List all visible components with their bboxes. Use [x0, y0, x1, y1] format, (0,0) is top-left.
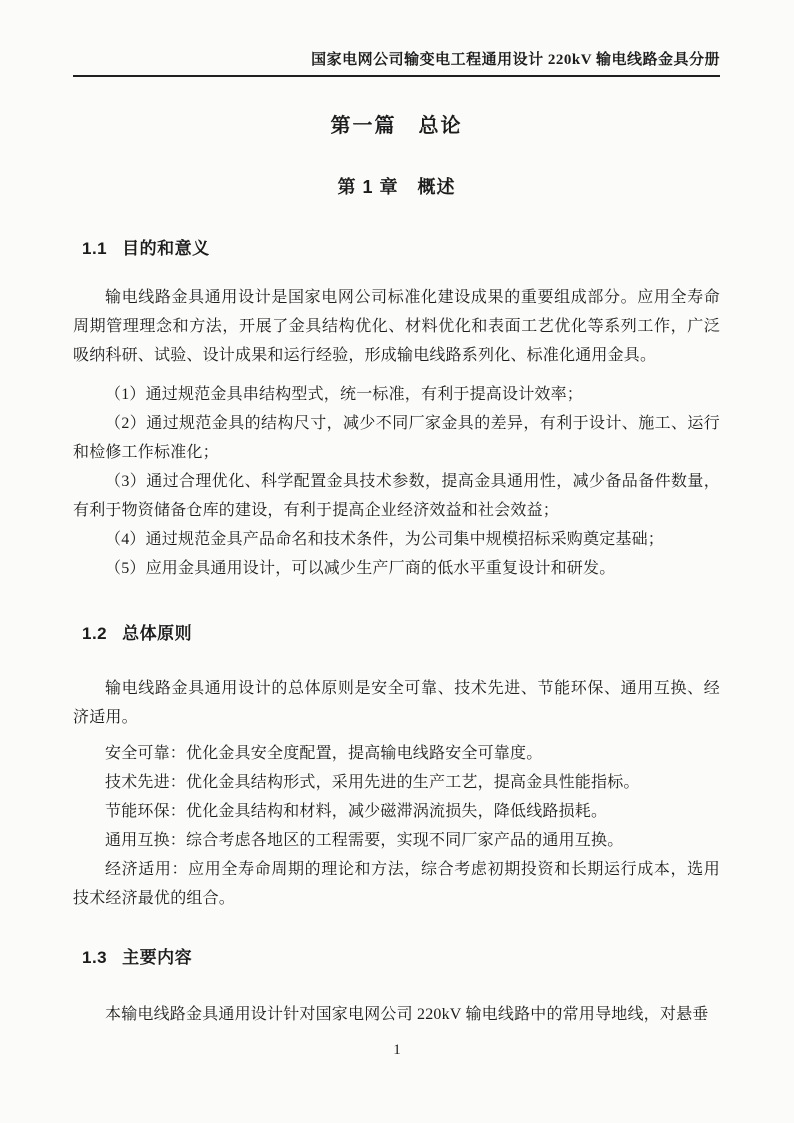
section-number: 1.3 — [82, 948, 108, 967]
list-item: （3）通过合理优化、科学配置金具技术参数，提高金具通用性，减少备品备件数量，有利于物资储备仓库的建设，有利于提高企业经济效益和社会效益； — [73, 473, 720, 519]
section-title: 目的和意义 — [122, 239, 210, 258]
list-item: （4）通过规范金具产品命名和技术条件，为公司集中规模招标采购奠定基础； — [105, 531, 665, 548]
section-title: 主要内容 — [122, 948, 193, 967]
paragraph: 输电线路金具通用设计是国家电网公司标准化建设成果的重要组成部分。应用全寿命周期管理理念和方法，开展了金具结构优化、材料优化和表面工艺优化等系列工作，广泛吸纳科研、试验、设计成果和运行经验，形成输电线路系列化、标准化通用金具。 — [73, 289, 720, 364]
section-heading-1-2 — [73, 624, 720, 644]
list-item: （1）通过规范金具串结构型式，统一标准，有利于提高设计效率； — [105, 386, 584, 403]
paragraph: 本输电线路金具通用设计针对国家电网公司 220kV 输电线路中的常用导地线，对悬垂 — [105, 1006, 709, 1023]
section-number: 1.2 — [82, 624, 108, 643]
list-item: （2）通过规范金具的结构尺寸，减少不同厂家金具的差异，有利于设计、施工、运行和检修工作标准化； — [73, 415, 720, 461]
section-title: 总体原则 — [122, 624, 193, 643]
principle-item: 安全可靠：优化金具安全度配置，提高输电线路安全可靠度。 — [105, 745, 543, 762]
list-item: （5）应用金具通用设计，可以减少生产厂商的低水平重复设计和研发。 — [105, 560, 616, 577]
part-title: 第一篇 总论 — [330, 115, 463, 137]
chapter-title: 第 1 章 概述 — [337, 177, 456, 197]
page-number: 1 — [393, 1042, 401, 1058]
principle-item: 通用互换：综合考虑各地区的工程需要，实现不同厂家产品的通用互换。 — [105, 832, 624, 849]
principle-item: 节能环保：优化金具结构和材料，减少磁滞涡流损失，降低线路损耗。 — [105, 803, 608, 820]
principle-item: 技术先进：优化金具结构形式，采用先进的生产工艺，提高金具性能指标。 — [105, 774, 640, 791]
paragraph: 输电线路金具通用设计的总体原则是安全可靠、技术先进、节能环保、通用互换、经济适用。 — [73, 680, 720, 726]
section-heading-1-3 — [73, 948, 720, 968]
running-header: 国家电网公司输变电工程通用设计 220kV 输电线路金具分册 — [73, 0, 720, 77]
section-number: 1.1 — [82, 239, 108, 258]
section-heading-1-1 — [73, 239, 720, 259]
principle-item: 经济适用：应用全寿命周期的理论和方法，综合考虑初期投资和长期运行成本，选用技术经济最优的组合。 — [73, 861, 720, 907]
